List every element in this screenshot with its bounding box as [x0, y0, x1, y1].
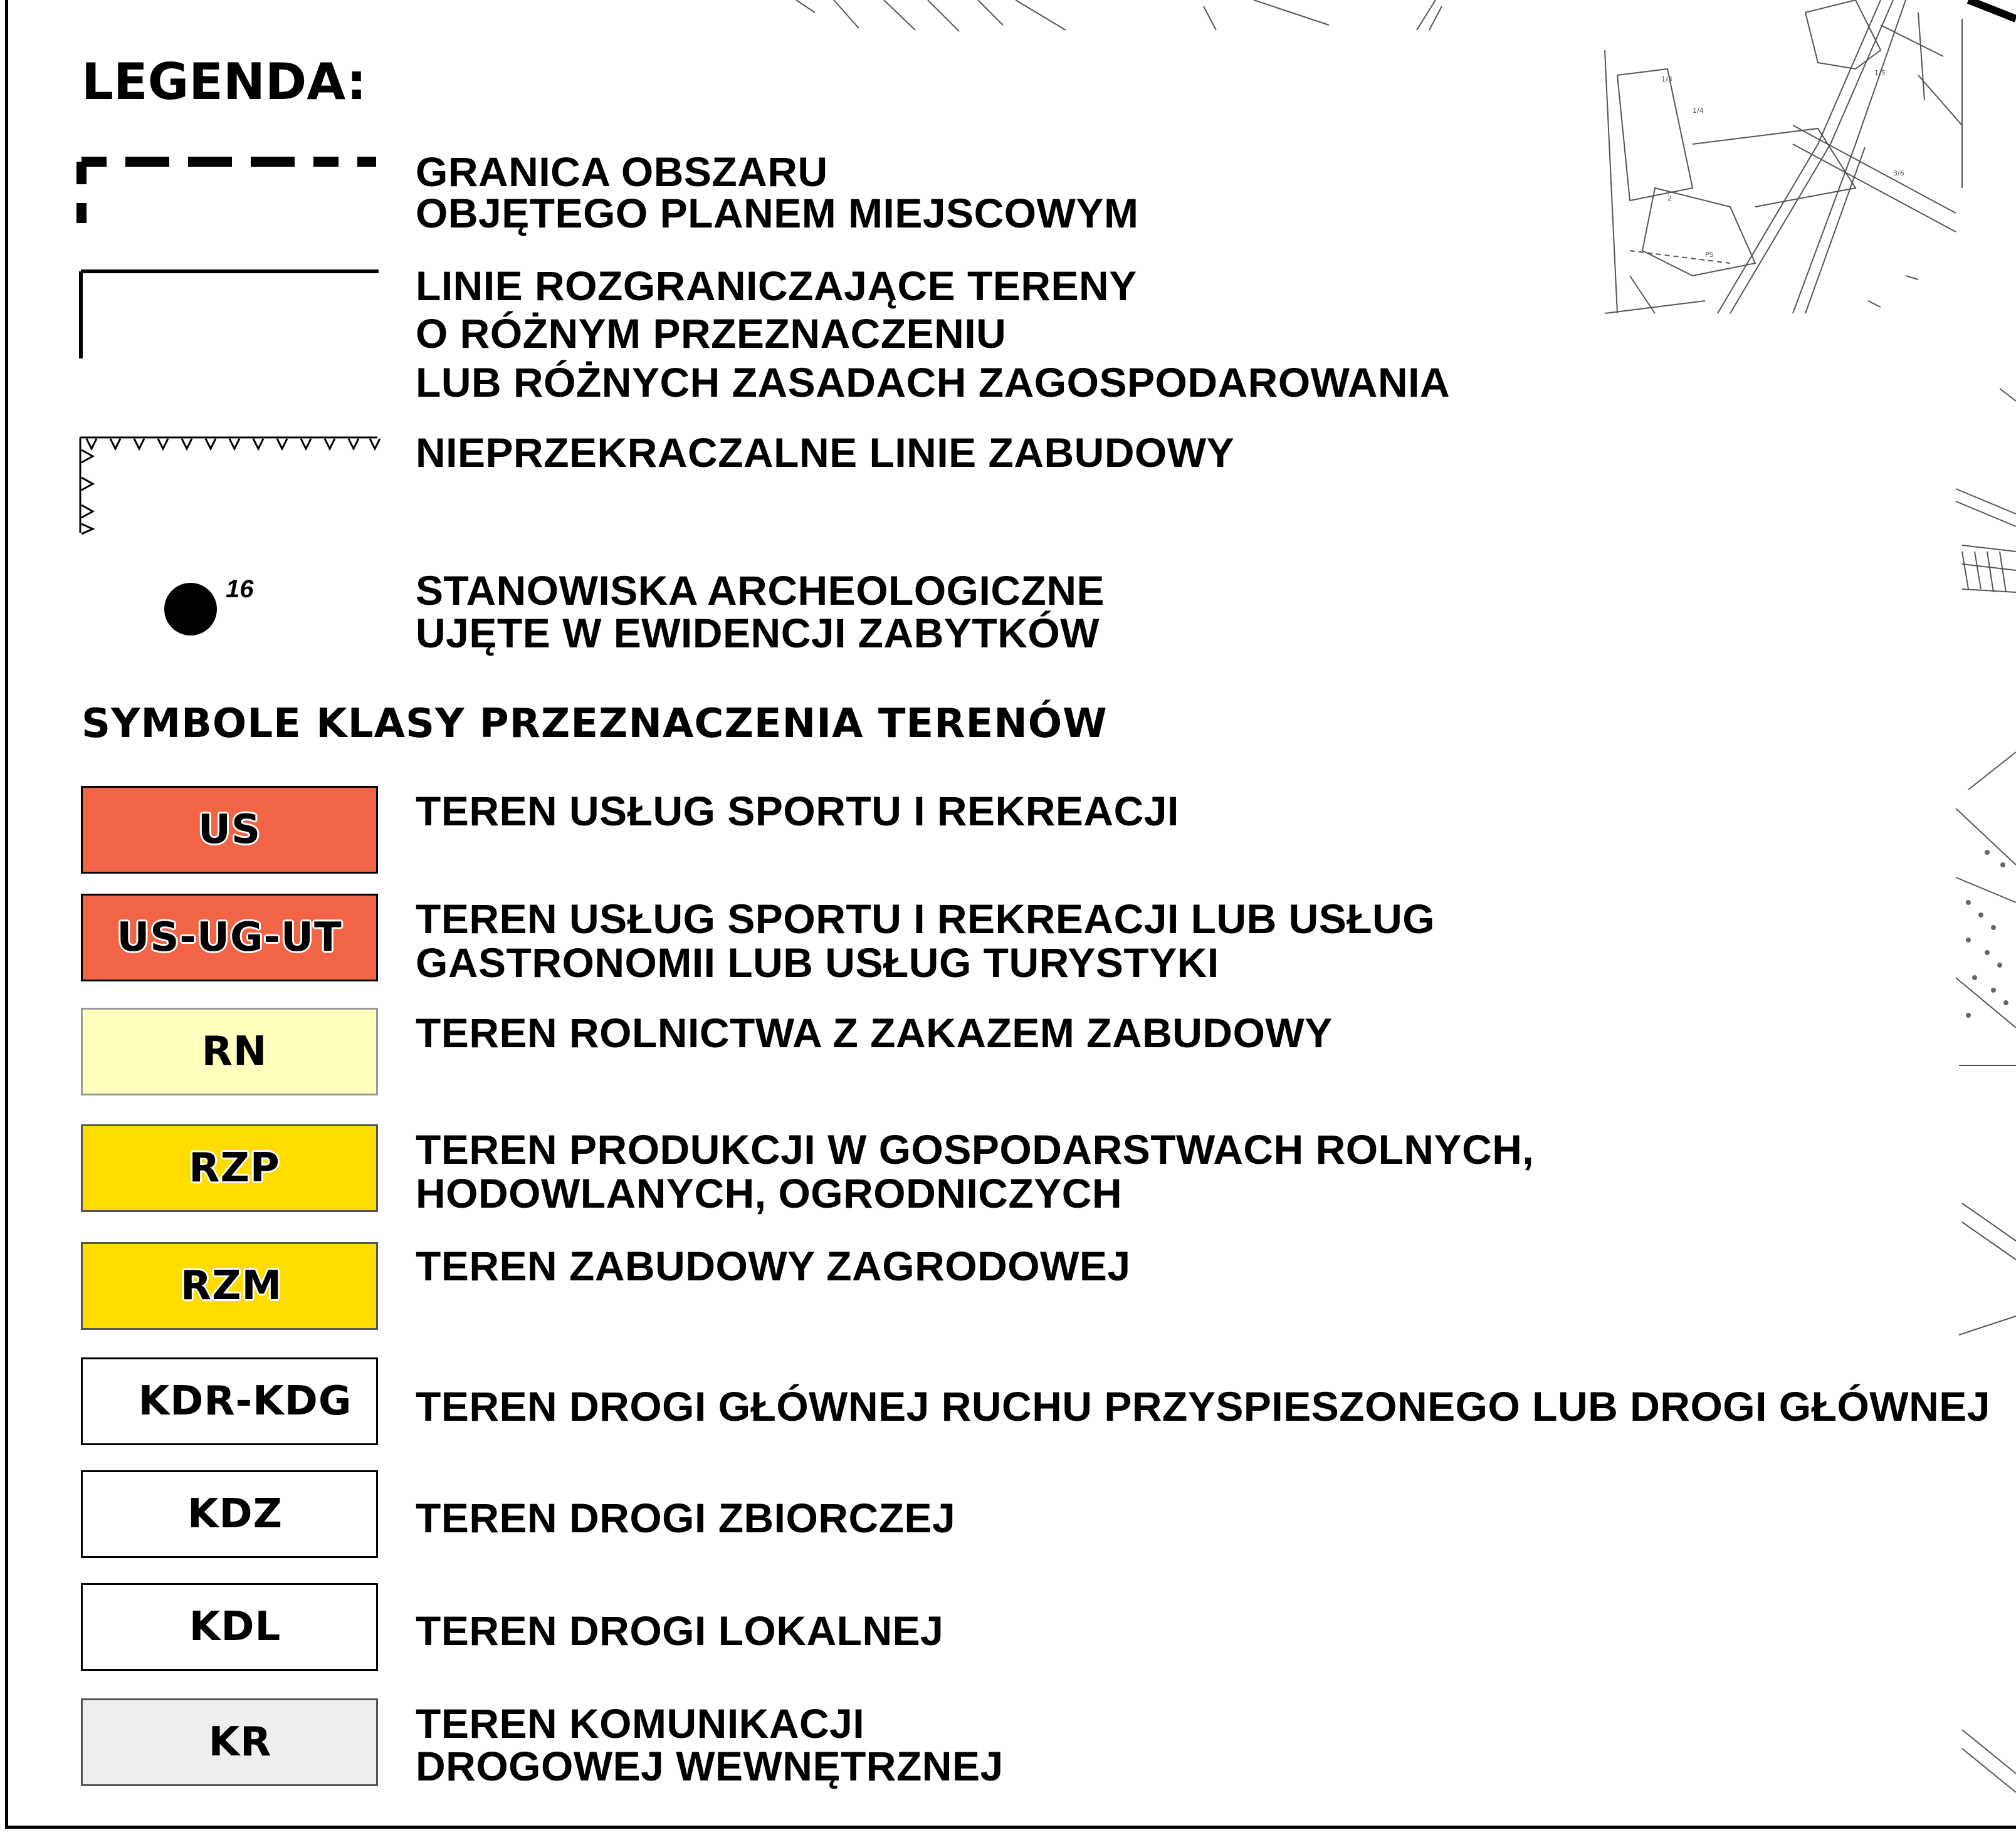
- class-box-rzp: [81, 1124, 378, 1212]
- class-box-us: [81, 786, 378, 874]
- class-code-us: US: [197, 807, 261, 853]
- class-code-kr: KR: [208, 1719, 272, 1765]
- class-desc-us-ug-ut-line-1: TEREN USŁUG SPORTU I REKREACJI LUB USŁUG: [416, 896, 1436, 942]
- class-desc-us-ug-ut-line-2: GASTRONOMII LUB USŁUG TURYSTYKI: [416, 939, 1219, 986]
- class-desc-rzm: TEREN ZABUDOWY ZAGRODOWEJ: [416, 1243, 1131, 1289]
- class-box-kdz: [81, 1470, 378, 1558]
- class-code-rzp: RZP: [189, 1145, 280, 1191]
- legend-item-boundary-line-2: OBJĘTEGO PLANEM MIEJSCOWYM: [416, 190, 1139, 236]
- legend-item-boundary-line-1: GRANICA OBSZARU: [416, 149, 828, 195]
- legend-item-demarcation-line-3: LUB RÓŻNYCH ZASADACH ZAGOSPODAROWANIA: [416, 359, 1451, 405]
- class-desc-kdr-kdg: TEREN DROGI GŁÓWNEJ RUCHU PRZYSPIESZONEGO LUB DROGI GŁÓWNEJ: [416, 1383, 1990, 1430]
- building-line-symbol: [78, 435, 385, 535]
- svg-text:3/6: 3/6: [1893, 169, 1904, 177]
- class-desc-rzp-line-2: HODOWLANYCH, OGRODNICZYCH: [416, 1170, 1123, 1216]
- class-desc-us: TEREN USŁUG SPORTU I REKREACJI: [416, 788, 1179, 834]
- class-code-kdz: KDZ: [187, 1491, 283, 1537]
- class-box-kdl: [81, 1583, 378, 1671]
- svg-text:2: 2: [1667, 194, 1672, 202]
- svg-text:1/5: 1/5: [1874, 69, 1886, 77]
- class-code-rzm: RZM: [180, 1263, 283, 1309]
- legend-item-demarcation-line-1: LINIE ROZGRANICZAJĄCE TERENY: [416, 263, 1137, 309]
- class-box-kdr-kdg: [81, 1357, 378, 1445]
- class-desc-kdl: TEREN DROGI LOKALNEJ: [416, 1608, 944, 1654]
- class-code-kdr-kdg: KDR-KDG: [138, 1378, 352, 1425]
- svg-text:1/3: 1/3: [1661, 75, 1672, 83]
- archaeological-site-number: 16: [226, 575, 254, 603]
- classes-heading: SYMBOLE KLASY PRZEZNACZENIA TERENÓW: [81, 701, 1108, 747]
- solid-demarcation-symbol: [79, 269, 380, 363]
- class-box-rn: [81, 1008, 378, 1095]
- class-code-us-ug-ut: US-UG-UT: [117, 914, 342, 961]
- archaeological-site-symbol: [163, 582, 219, 638]
- class-desc-kr-line-2: DROGOWEJ WEWNĘTRZNEJ: [416, 1743, 1004, 1789]
- class-box-us-ug-ut: [81, 894, 378, 981]
- class-desc-rzp-line-1: TEREN PRODUKCJI W GOSPODARSTWACH ROLNYCH,: [416, 1126, 1535, 1173]
- class-desc-rn: TEREN ROLNICTWA Z ZAKAZEM ZABUDOWY: [416, 1010, 1333, 1056]
- class-desc-kr-line-1: TEREN KOMUNIKACJI: [416, 1700, 865, 1747]
- class-code-rn: RN: [201, 1028, 268, 1075]
- dashed-boundary-symbol: [75, 155, 376, 224]
- legend-item-archaeology-line-1: STANOWISKA ARCHEOLOGICZNE: [416, 567, 1105, 614]
- svg-text:PS: PS: [1705, 251, 1714, 259]
- legend-title: LEGENDA:: [81, 53, 367, 111]
- legend-item-archaeology-line-2: UJĘTE W EWIDENCJI ZABYTKÓW: [416, 610, 1100, 656]
- class-code-kdl: KDL: [189, 1604, 281, 1650]
- class-desc-kdz: TEREN DROGI ZBIORCZEJ: [416, 1495, 956, 1541]
- svg-text:1/4: 1/4: [1693, 107, 1704, 115]
- class-box-rzm: [81, 1242, 378, 1330]
- class-box-kr: [81, 1698, 378, 1786]
- legend-item-demarcation-line-2: O RÓŻNYM PRZEZNACZENIU: [416, 310, 1007, 357]
- legend-item-building-line-1: NIEPRZEKRACZALNE LINIE ZABUDOWY: [416, 429, 1235, 476]
